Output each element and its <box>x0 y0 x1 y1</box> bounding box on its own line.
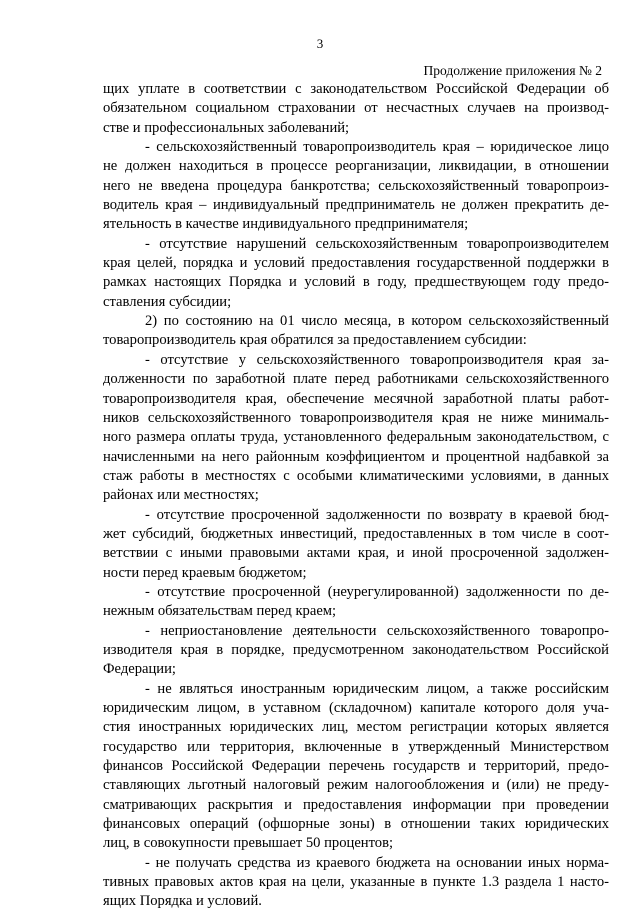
text-line: ящих Порядка и условий. <box>103 893 262 910</box>
text-line: лиц, в совокупности превышает 50 процентов; <box>103 835 394 852</box>
page-number: 3 <box>316 36 324 51</box>
text-line: финансовых операций (офшорные зоны) в отношении таких юридических <box>103 816 609 833</box>
text-line: - не получать средства из краевого бюджета на основании иных норма- <box>145 854 609 871</box>
text-line: 2) по состоянию на 01 число месяца, в котором сельскохозяйственный <box>145 313 609 330</box>
text-line: нежным обязательствам перед краем; <box>103 603 337 620</box>
text-line: стве и профессиональных заболеваний; <box>103 119 350 136</box>
text-line: щих уплате в соответствии с законодательством Российской Федерации об <box>103 81 609 97</box>
text-line: - отсутствие нарушений сельскохозяйственным товаропроизводителем <box>145 235 609 252</box>
text-line: обязательном социальном страховании от несчастных случаев на производ- <box>103 100 609 117</box>
text-line: начисленными на него районным коэффициентом и процентной надбавкой за <box>103 448 609 465</box>
text-line: него не введена процедура банкротства; сельскохозяйственный товаропроиз- <box>103 177 609 194</box>
text-line: - отсутствие у сельскохозяйственного товаропроизводителя края за- <box>145 351 609 368</box>
text-line: изводителя края в порядке, предусмотренном законодательством Российской <box>103 641 609 658</box>
text-line: ветствии с иными правовыми актами края, и иной просроченной задолжен- <box>103 545 609 562</box>
continuation-label: Продолжение приложения № 2 <box>423 63 602 78</box>
text-line: края целей, порядка и условий предоставления государственной поддержки в <box>103 255 609 272</box>
text-line: рамках настоящих Порядка и условий в году, предшествующем году предо- <box>103 274 609 291</box>
text-line: - сельскохозяйственный товаропроизводитель края – юридическое лицо <box>145 139 609 156</box>
text-line: - неприостановление деятельности сельскохозяйственного товаропро- <box>145 622 609 639</box>
text-line: не должен находиться в процессе реорганизации, ликвидации, в отношении <box>103 158 609 175</box>
text-line: стаж работы в местностях с особыми климатическими условиями, в данных <box>103 467 609 484</box>
text-line: финансов Российской Федерации перечень государств и территорий, предо- <box>103 758 609 775</box>
text-line: сматривающих раскрытия и предоставления информации при проведении <box>103 796 609 813</box>
text-line: товаропроизводителя края, обеспечение месячной заработной платы работ- <box>103 390 609 407</box>
text-line: Федерации; <box>103 661 176 678</box>
text-line: водитель края – индивидуальный предприниматель не должен прекратить де- <box>103 197 609 214</box>
text-line: ного размера оплаты труда, установленного федеральным законодательством, с <box>103 429 609 446</box>
text-line: ности перед краевым бюджетом; <box>103 564 307 581</box>
text-line: долженности по заработной плате перед работниками сельскохозяйственного <box>103 371 609 388</box>
text-line: - не являться иностранным юридическим лицом, а также российским <box>145 680 609 697</box>
text-line: районах или местностях; <box>103 487 259 504</box>
text-line: товаропроизводитель края обратился за предоставлением субсидии: <box>103 332 527 349</box>
document-body <box>103 80 609 912</box>
text-line: - отсутствие просроченной (неурегулированной) задолженности по де- <box>145 583 609 600</box>
text-line: ятельность в качестве индивидуального предпринимателя; <box>103 216 469 233</box>
text-line: стия иностранных юридических лиц, местом регистрации которых является <box>103 719 609 736</box>
text-line: - отсутствие просроченной задолженности по возврату в краевой бюд- <box>145 506 609 523</box>
text-line: тивных правовых актов края на цели, указанные в пункте 1.3 раздела 1 насто- <box>103 874 609 891</box>
text-line: юридическим лицом, в уставном (складочном) капитале которого доля уча- <box>103 700 609 716</box>
text-line: ников сельскохозяйственного товаропроизводителя края не ниже минималь- <box>103 409 609 426</box>
text-line: ставляющих льготный налоговый режим налогообложения и (или) не преду- <box>103 777 609 794</box>
text-line: государство или территория, включенные в утвержденный Министерством <box>103 738 609 755</box>
text-line: жет субсидий, бюджетных инвестиций, предоставленных в том числе в соот- <box>103 525 609 542</box>
text-line: ставления субсидии; <box>103 293 232 310</box>
